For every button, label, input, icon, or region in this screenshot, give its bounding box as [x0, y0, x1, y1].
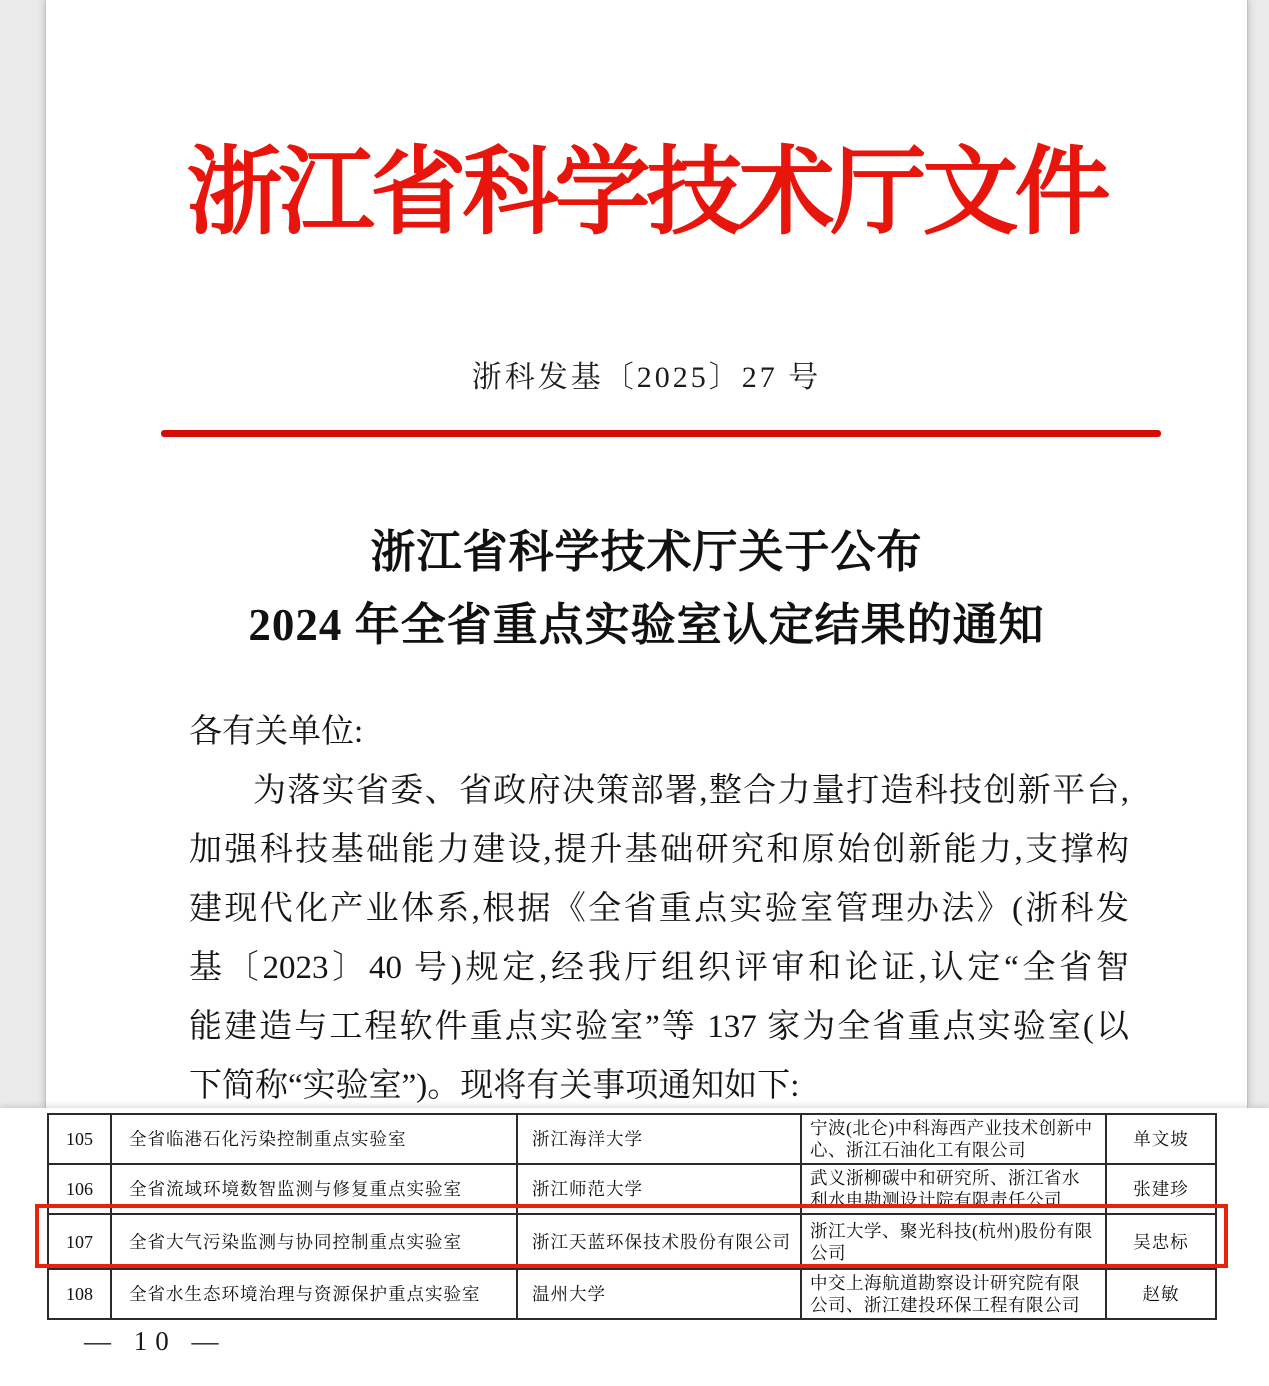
cell-row-number: 107	[48, 1214, 111, 1269]
cell-partners: 宁波(北仑)中科海西产业技术创新中心、浙江石油化工有限公司	[801, 1114, 1106, 1164]
table-row-107-highlighted	[48, 1214, 1216, 1269]
body-line: 下简称“实验室”)。现将有关事项通知如下:	[189, 1068, 800, 1104]
cell-partners: 浙江大学、聚光科技(杭州)股份有限公司	[801, 1214, 1106, 1269]
table-row-106	[48, 1164, 1216, 1214]
cell-row-number: 105	[48, 1114, 111, 1164]
lab-table-screenshot	[0, 1108, 1269, 1386]
cell-leader: 张建珍	[1106, 1164, 1216, 1214]
table-row-108	[48, 1269, 1216, 1319]
red-banner-title: 浙江省科学技术厅文件	[186, 139, 1107, 246]
cell-institution: 浙江海洋大学	[517, 1114, 801, 1164]
notice-title-line1: 浙江省科学技术厅关于公布	[370, 527, 923, 577]
notice-title	[46, 516, 1247, 662]
cell-leader: 单文坡	[1106, 1114, 1216, 1164]
notice-body	[189, 703, 1129, 1116]
cell-institution: 浙江师范大学	[517, 1164, 801, 1214]
body-line: 加强科技基础能力建设,提升基础研究和原始创新能力,支撑构	[189, 832, 1129, 868]
body-line: 能建造与工程软件重点实验室”等 137 家为全省重点实验室(以	[189, 1009, 1129, 1045]
cell-institution: 温州大学	[517, 1269, 801, 1319]
cell-lab-name: 全省流域环境数智监测与修复重点实验室	[111, 1164, 517, 1214]
salutation: 各有关单位:	[189, 714, 364, 750]
cell-leader: 赵敏	[1106, 1269, 1216, 1319]
body-line: 基〔2023〕40 号)规定,经我厅组织评审和论证,认定“全省智	[189, 950, 1129, 986]
body-line: 建现代化产业体系,根据《全省重点实验室管理办法》(浙科发	[189, 891, 1129, 927]
cell-partners: 武义浙柳碳中和研究所、浙江省水利水电勘测设计院有限责任公司	[801, 1164, 1106, 1214]
table-row-105	[48, 1114, 1216, 1164]
cell-lab-name: 全省临港石化污染控制重点实验室	[111, 1114, 517, 1164]
body-line: 为落实省委、省政府决策部署,整合力量打造科技创新平台,	[253, 773, 1129, 809]
cell-row-number: 108	[48, 1269, 111, 1319]
cell-institution: 浙江天蓝环保技术股份有限公司	[517, 1214, 801, 1269]
document-page	[45, 0, 1248, 1108]
red-divider-rule	[161, 430, 1161, 437]
page-number: — 10 —	[84, 1326, 227, 1356]
notice-title-line2: 2024 年全省重点实验室认定结果的通知	[248, 600, 1045, 650]
cell-row-number: 106	[48, 1164, 111, 1214]
cell-leader: 吴忠标	[1106, 1214, 1216, 1269]
cell-lab-name: 全省大气污染监测与协同控制重点实验室	[111, 1214, 517, 1269]
key-lab-table	[47, 1113, 1217, 1320]
cell-lab-name: 全省水生态环境治理与资源保护重点实验室	[111, 1269, 517, 1319]
document-number: 浙科发基〔2025〕27 号	[471, 361, 822, 394]
cell-partners: 中交上海航道勘察设计研究院有限公司、浙江建投环保工程有限公司	[801, 1269, 1106, 1319]
